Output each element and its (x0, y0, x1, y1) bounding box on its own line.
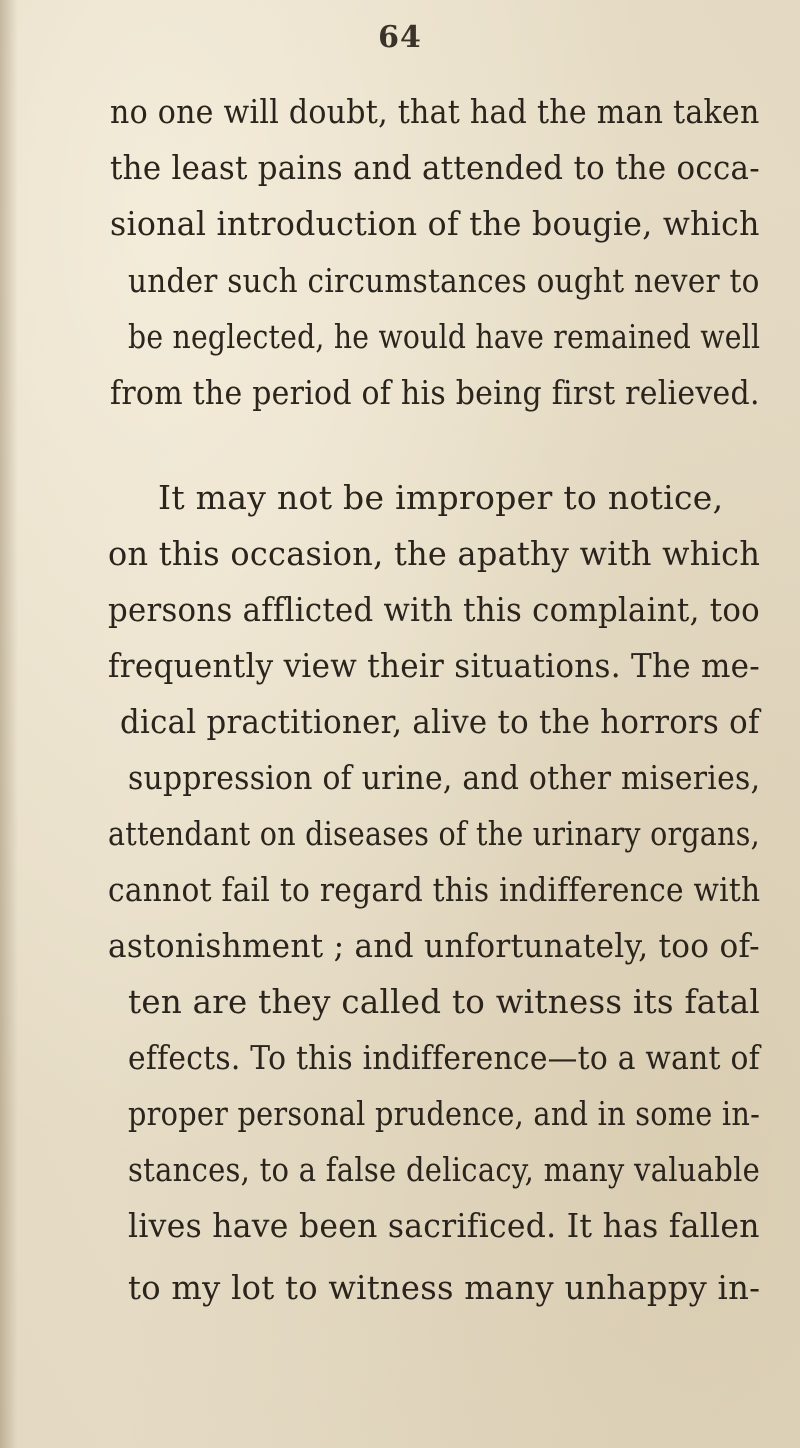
text-line: on this occasion, the apathy with which (108, 534, 761, 573)
text-line: lives have been sacrificed. It has fallen (128, 1206, 760, 1245)
text-line: attendant on diseases of the urinary organs, (108, 814, 760, 853)
text-line: stances, to a false delicacy, many valuable (128, 1150, 761, 1189)
text-line: persons afflicted with this complaint, too (108, 590, 760, 629)
text-line: frequently view their situations. The me- (108, 646, 761, 685)
page-number: 64 (378, 20, 422, 55)
text-line: sional introduction of the bougie, which (110, 204, 760, 243)
paragraph-start-line: It may not be improper to notice, (158, 478, 724, 517)
text-line: from the period of his being first relieved. (110, 373, 760, 412)
text-line: dical practitioner, alive to the horrors of (120, 702, 760, 741)
text-line: proper personal prudence, and in some in- (128, 1094, 761, 1133)
text-line: be neglected, he would have remained well (128, 317, 761, 356)
text-line: to my lot to witness many unhappy in- (128, 1268, 761, 1307)
text-line: ten are they called to witness its fatal (128, 982, 761, 1021)
page-edge-shadow (0, 0, 18, 1448)
text-line: cannot fail to regard this indifference with (108, 870, 761, 909)
text-line: astonishment ; and unfortunately, too of- (108, 926, 760, 965)
text-line: under such circumstances ought never to (128, 261, 760, 300)
text-line: no one will doubt, that had the man taken (110, 92, 760, 131)
text-line: the least pains and attended to the occa- (110, 148, 760, 187)
text-line: effects. To this indifference—to a want of (128, 1038, 760, 1077)
text-line: suppression of urine, and other miseries, (128, 758, 761, 797)
